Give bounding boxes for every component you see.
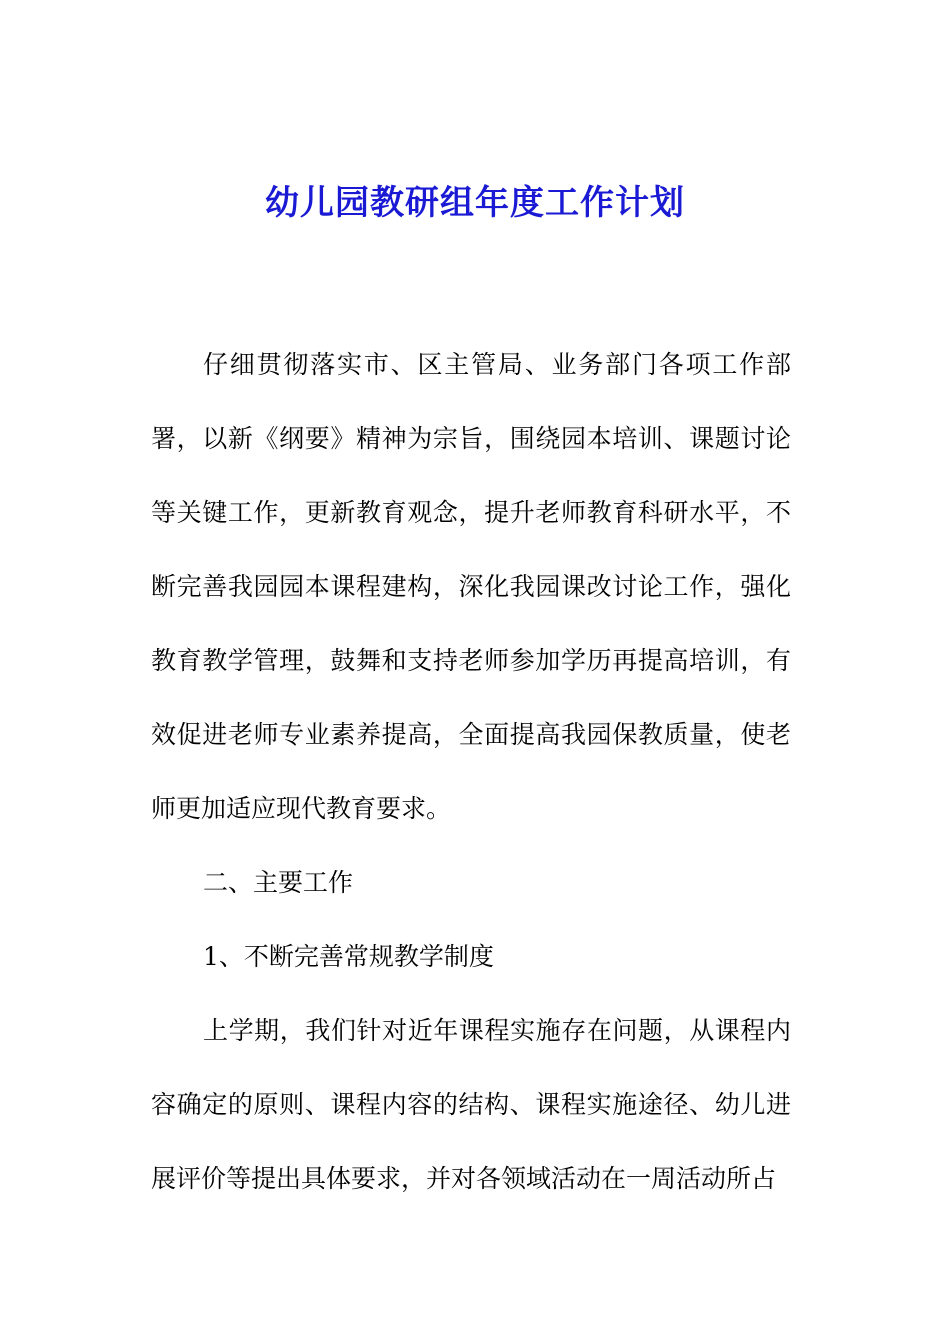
section-heading-main-work: 二、主要工作 [203,868,354,897]
subheading-routine-teaching: 1、不断完善常规教学制度 [203,942,494,971]
document-body [151,328,791,1216]
document-title: 幼儿园教研组年度工作计划 [265,183,685,223]
paragraph-last-semester: 上学期，我们针对近年课程实施存在问题，从课程内容确定的原则、课程内容的结构、课程实施途径、幼儿进展评价等提出具体要求，并对各领域活动在一周活动所占 [151,1016,791,1193]
paragraph-intro: 仔细贯彻落实市、区主管局、业务部门各项工作部署，以新《纲要》精神为宗旨，围绕园本培训、课题讨论等关键工作，更新教育观念，提升老师教育科研水平，不断完善我园园本课程建构，深化我园课改讨论工作，强化教育教学管理，鼓舞和支持老师参加学历再提高培训，有效促进老师专业素养提高，全面提高我园保教质量，使老师更加适应现代教育要求。 [151,350,791,823]
